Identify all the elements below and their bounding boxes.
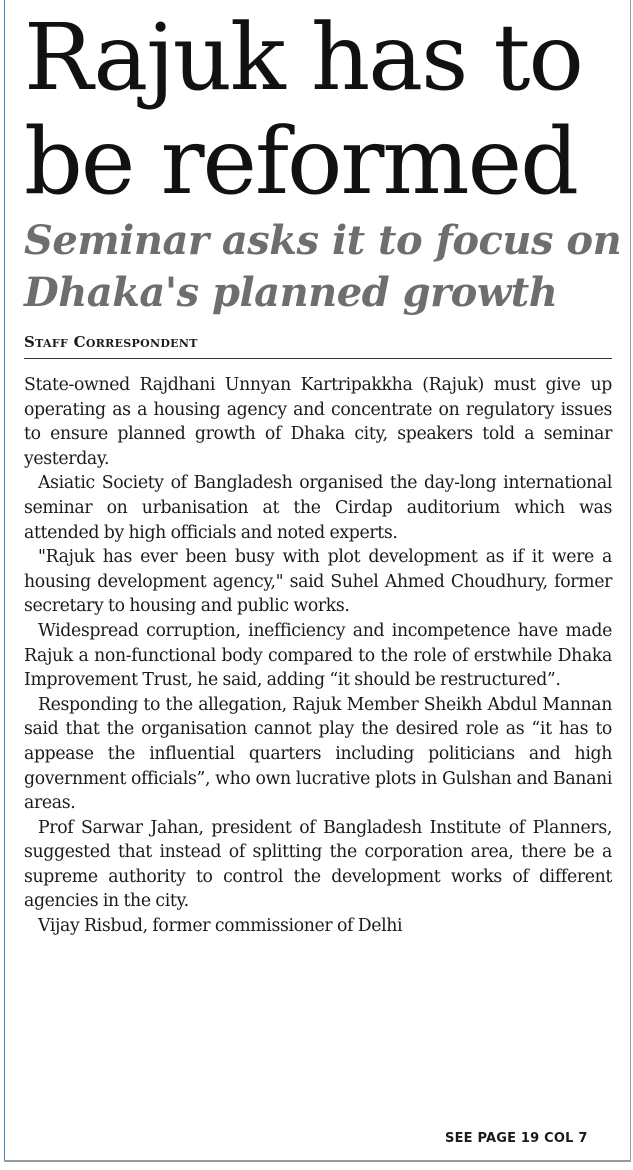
- article-body: [24, 373, 612, 939]
- paragraph: Widespread corruption, inefficiency and incompetence have made Rajuk a non-functional body compared to the role of erstwhile Dhaka Improvement Trust, he said, adding “it should be restructured”.: [24, 620, 612, 691]
- subheadline: Seminar asks it to focus on Dhaka's planned growth: [24, 217, 622, 316]
- paragraph: Vijay Risbud, former commissioner of Delhi: [38, 916, 403, 937]
- paragraph: Responding to the allegation, Rajuk Member Sheikh Abdul Mannan said that the organisation cannot play the desired role as “it has to appease the influential quarters including politicians and high government officials”, who own lucrative plots in Gulshan and Banani areas.: [24, 694, 612, 814]
- byline: Staff Correspondent: [24, 333, 198, 351]
- paragraph: "Rajuk has ever been busy with plot development as if it were a housing development agency," said Suhel Ahmed Choudhury, former secretary to housing and public works.: [24, 547, 612, 617]
- headline: Rajuk has to be reformed: [24, 4, 582, 215]
- paragraph: Prof Sarwar Jahan, president of Bangladesh Institute of Planners, suggested that instead of splitting the corporation area, there be a supreme authority to control the development works of different agencies in the city.: [24, 817, 612, 912]
- right-border-rule: [630, 0, 631, 1160]
- byline-divider: [24, 358, 612, 359]
- continuation-jump-line: SEE PAGE 19 COL 7: [445, 1131, 588, 1146]
- bottom-border-rule: [4, 1160, 631, 1162]
- paragraph: State-owned Rajdhani Unnyan Kartripakkha (Rajuk) must give up operating as a housing agency and concentrate on regulatory issues to ensure planned growth of Dhaka city, speakers told a seminar yesterday.: [24, 375, 612, 469]
- left-border-rule: [4, 0, 5, 1160]
- paragraph: Asiatic Society of Bangladesh organised the day-long international seminar on urbanisation at the Cirdap auditorium which was attended by high officials and noted experts.: [24, 473, 612, 543]
